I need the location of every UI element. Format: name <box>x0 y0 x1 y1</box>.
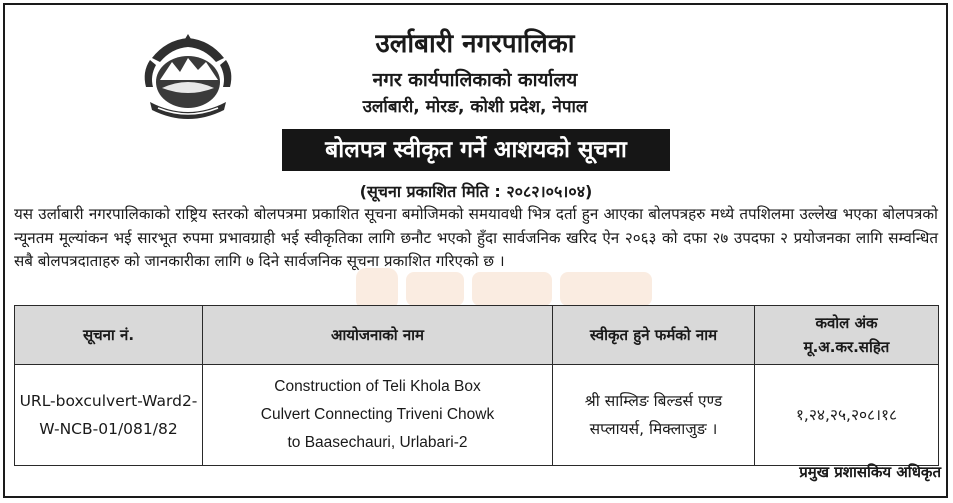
firm-line: श्री साम्लिङ बिल्डर्स एण्ड <box>584 392 723 410</box>
ref-line: URL-boxculvert-Ward2- <box>19 392 198 410</box>
notice-title: बोलपत्र स्वीकृत गर्ने आशयको सूचना <box>282 129 670 171</box>
table-header-row <box>15 306 939 365</box>
nepal-emblem-icon <box>136 32 240 122</box>
cell-firm <box>553 365 755 466</box>
cell-amount: १,२४,२५,२०८।१८ <box>755 365 939 466</box>
col-header-ref: सूचना नं. <box>15 306 203 365</box>
col-header-firm: स्वीकृत हुने फर्मको नाम <box>553 306 755 365</box>
notice-body: यस उर्लाबारी नगरपालिकाको राष्ट्रिय स्तरको बोलपत्रमा प्रकाशित सूचना बमोजिमको समयावधी भित्र दर्ता हुन आएका बोलपत्रहरु मध्ये तपशिलमा उल्लेख भएका बोलपत्रको न्यूनतम मूल्यांकन भई सारभूत रुपमा प्रभावग्राही भई स्वीकृतिका लागि छनौट भएको हुँदा सार्वजनिक खरिद ऐन २०६३ को दफा २७ उपदफा २ प्रयोजनका लागि सम्वन्धित सबै बोलपत्रदाताहरु को जानकारीका लागि ७ दिने सार्वजनिक सूचना प्रकाशित गरिएको छ । <box>14 205 938 270</box>
municipality-name: उर्लाबारी नगरपालिका <box>375 29 575 59</box>
table-row <box>15 365 939 466</box>
amount-header-line2: मू.अ.कर.सहित <box>803 338 890 356</box>
amount-header-line1: कवोल अंक <box>815 314 878 332</box>
office-name: नगर कार्यपालिकाको कार्यालय <box>372 69 578 91</box>
office-address: उर्लाबारी, मोरङ, कोशी प्रदेश, नेपाल <box>362 97 588 117</box>
col-header-project: आयोजनाको नाम <box>203 306 553 365</box>
ref-line: W-NCB-01/081/82 <box>39 420 178 438</box>
firm-line: सप्लायर्स, मिक्लाजुङ । <box>589 420 718 438</box>
project-line: to Baasechauri, Urlabari-2 <box>287 434 468 451</box>
cell-project <box>203 365 553 466</box>
col-header-amount <box>755 306 939 365</box>
cell-ref <box>15 365 203 466</box>
project-line: Culvert Connecting Triveni Chowk <box>260 406 495 423</box>
signature-title: प्रमुख प्रशासकिय अधिकृत <box>799 463 941 481</box>
published-date: (सूचना प्रकाशित मिति : २०८२।०५।०४) <box>359 182 593 201</box>
project-line: Construction of Teli Khola Box <box>274 378 481 395</box>
tender-table <box>14 305 939 466</box>
